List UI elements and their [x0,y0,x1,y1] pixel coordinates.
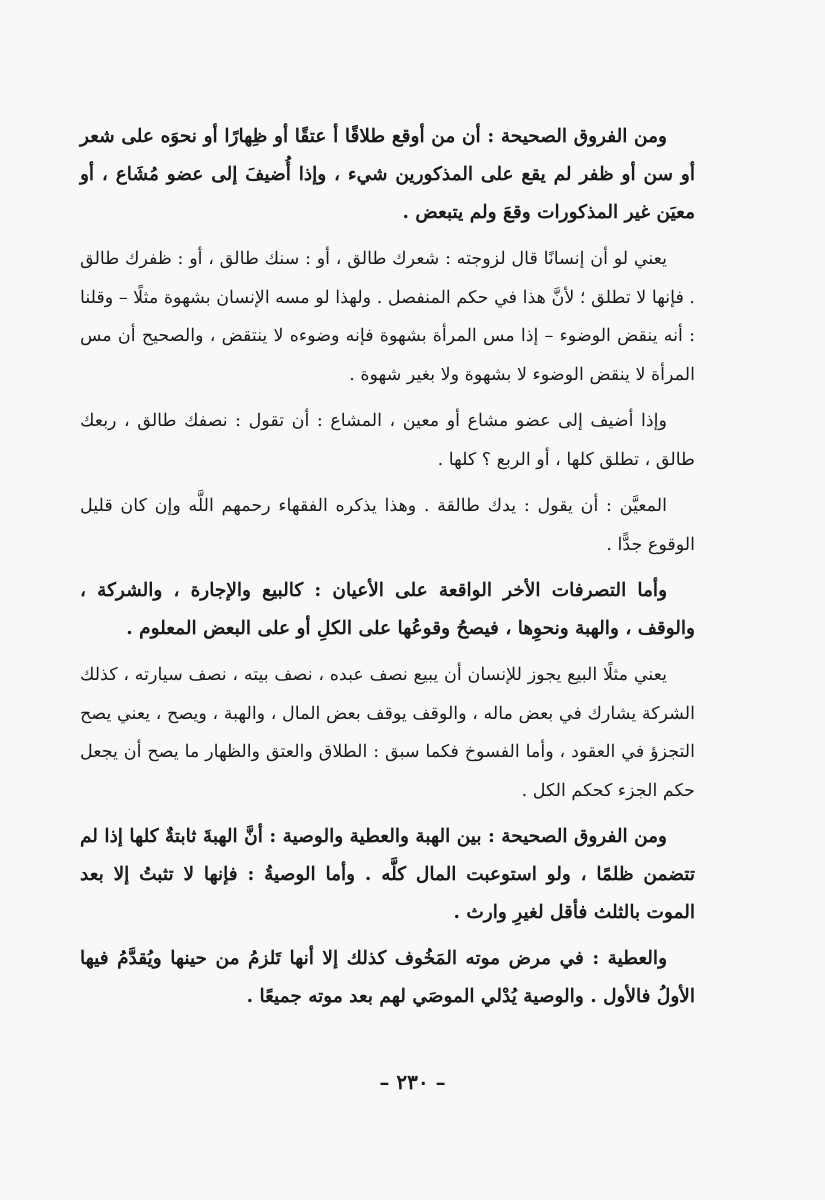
paragraph-5: وأما التصرفات الأخر الواقعة على الأعيان : كالبيع والإجارة ، والشركة ، والوقف ، والهبة ونحوِها ، فيصحُ وقوعُها على الكلِ أو على البعض المعلوم . [80,580,695,639]
paragraph-4: المعيَّن : أن يقول : يدك طالقة . وهذا يذكره الفقهاء رحمهم اللَّه وإن كان قليل الوقوع جدًّا . [80,496,695,555]
paragraph-3: وإذا أضيف إلى عضو مشاع أو معين ، المشاع : أن تقول : نصفك طالق ، ربعك طالق ، تطلق كلها ، أو الربع ؟ كلها . [80,411,695,470]
paragraph-1: ومن الفروق الصحيحة : أن من أوقع طلاقًا أ عتقًا أو ظِهارًا أو نحوَه على شعر أو سن أو ظفر لم يقع على المذكورين شيء ، وإذا أُضيفَ إلى عضو مُشَاع ، أو معيَن غير المذكورات وقعَ ولم يتبعض . [80,126,695,223]
paragraph-7: ومن الفروق الصحيحة : بين الهبة والعطية والوصية : أنَّ الهبةَ ثابتةٌ كلها إذا لم تتضمن ظلمًا ، ولو استوعبت المال كلَّه . وأما الوصيةُ : فإنها لا تثبتُ إلا بعد الموت بالثلث فأقل لغيرِ وارث . [80,826,695,923]
paragraph-8: والعطية : في مرض موته المَخُوف كذلك إلا أنها تَلزمُ من حينها ويُقدَّمُ فيها الأولُ فالأول . والوصية يُدْلي الموصَي لهم بعد موته جميعًا . [80,948,695,1007]
page-number: – ٢٣٠ – [379,1070,446,1094]
paragraph-2: يعني لو أن إنسانًا قال لزوجته : شعرك طالق ، أو : سنك طالق ، أو : ظفرك طالق . فإنها لا تطلق ؛ لأنَّ هذا في حكم المنفصل . ولهذا لو مسه الإنسان بشهوة مثلًا – وقلنا : أنه ينقض الوضوء – إذا مس المرأة بشهوة فإنه وضوءه لا ينتقض ، والصحيح أن مس المرأة لا ينقض الوضوء لا بشهوة ولا بغير شهوة . [80,249,695,385]
paragraph-6: يعني مثلًا البيع يجوز للإنسان أن يبيع نصف عبده ، نصف بيته ، نصف سيارته ، كذلك الشركة يشارك في بعض ماله ، والوقف يوقف بعض المال ، والهبة ، ويصح ، يعني يصح التجزؤ في العقود ، وأما الفسوخ فكما سبق : الطلاق والعتق والظهار ما يصح أن يجعل حكم الجزء كحكم الكل . [80,665,695,801]
